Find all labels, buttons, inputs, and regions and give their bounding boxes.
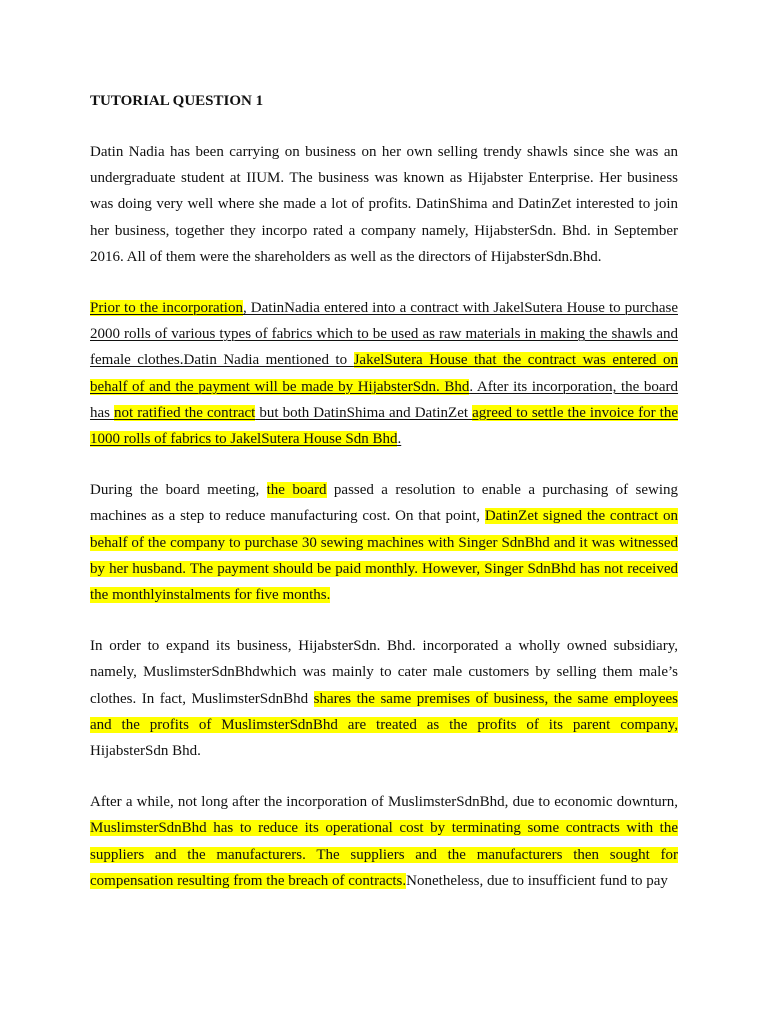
highlight-datinzet-signed: DatinZet signed the contract on behalf of the company to purchase 30 sewing machines with Singer SdnBhd and it was witnessed by her husband. The payment should be paid monthly. However, Singer SdnBhd has not received the monthlyinstalments for five months. (90, 508, 678, 604)
paragraph-4-text-a: In order to expand its business, HijabsterSdn. Bhd. incorporated a wholly owned subsidiary, namely, MuslimsterSdnBhdwhich was mainly to cater male customers by selling them male’s clothes. In fact, MuslimsterSdnBhd (90, 638, 678, 707)
paragraph-2 (90, 295, 678, 452)
paragraph-3-text-b: passed a resolution to enable a purchasing of sewing machines as a step to reduce manufacturing cost. On that point, (90, 482, 678, 525)
document-title: TUTORIAL QUESTION 1 (90, 93, 264, 109)
paragraph-2-text-a: , DatinNadia entered into a contract with JakelSutera House to purchase 2000 rolls of various types of fabrics which to be used as raw materials in making the shawls and female clothes.Datin Nadia mentioned to (90, 300, 678, 369)
paragraph-3-text-a: During the board meeting, (90, 482, 267, 499)
highlight-the-board: the board (266, 482, 327, 499)
highlight-agreed-settle: agreed to settle the invoice for the 1000 rolls of fabrics to JakelSutera House Sdn Bhd (90, 404, 678, 448)
paragraph-4-text-b: HijabsterSdn Bhd. (90, 743, 201, 760)
paragraph-5-text-a: After a while, not long after the incorporation of MuslimsterSdnBhd, due to economic downturn, (90, 794, 678, 811)
paragraph-1: Datin Nadia has been carrying on business on her own selling trendy shawls since she was an undergraduate student at IIUM. The business was known as Hijabster Enterprise. Her business was doing very well where she made a lot of profits. DatinShima and DatinZet interested to join her business, together they incorpo rated a company namely, HijabsterSdn. Bhd. in September 2016. All of them were the shareholders as well as the directors of HijabsterSdn.Bhd. (90, 144, 678, 265)
highlight-reduce-cost: MuslimsterSdnBhd has to reduce its operational cost by terminating some contracts with the suppliers and the manufacturers. The suppliers and the manufacturers then sought for compensation resulting from the breach of contracts. (90, 820, 678, 889)
paragraph-5 (90, 789, 678, 894)
highlight-shares-premises: shares the same premises of business, the same employees and the profits of MuslimsterSdnBhd are treated as the profits of its parent company, (90, 690, 678, 733)
paragraph-3 (90, 477, 678, 608)
paragraph-4 (90, 633, 678, 764)
paragraph-5-text-b: Nonetheless, due to insufficient fund to pay (406, 872, 668, 889)
highlight-not-ratified: not ratified the contract (114, 404, 256, 421)
highlight-contract-on-behalf: JakelSutera House that the contract was entered on behalf of and the payment will be made by HijabsterSdn. Bhd (90, 352, 678, 395)
highlight-incorporation: Prior to the incorporation (90, 300, 243, 317)
paragraph-2-text-c: but both DatinShima and DatinZet (255, 404, 473, 421)
paragraph-2-text-d: . (397, 431, 402, 448)
document-page (90, 88, 678, 919)
paragraph-2-text-b: . After its incorporation, the board has (90, 378, 679, 421)
